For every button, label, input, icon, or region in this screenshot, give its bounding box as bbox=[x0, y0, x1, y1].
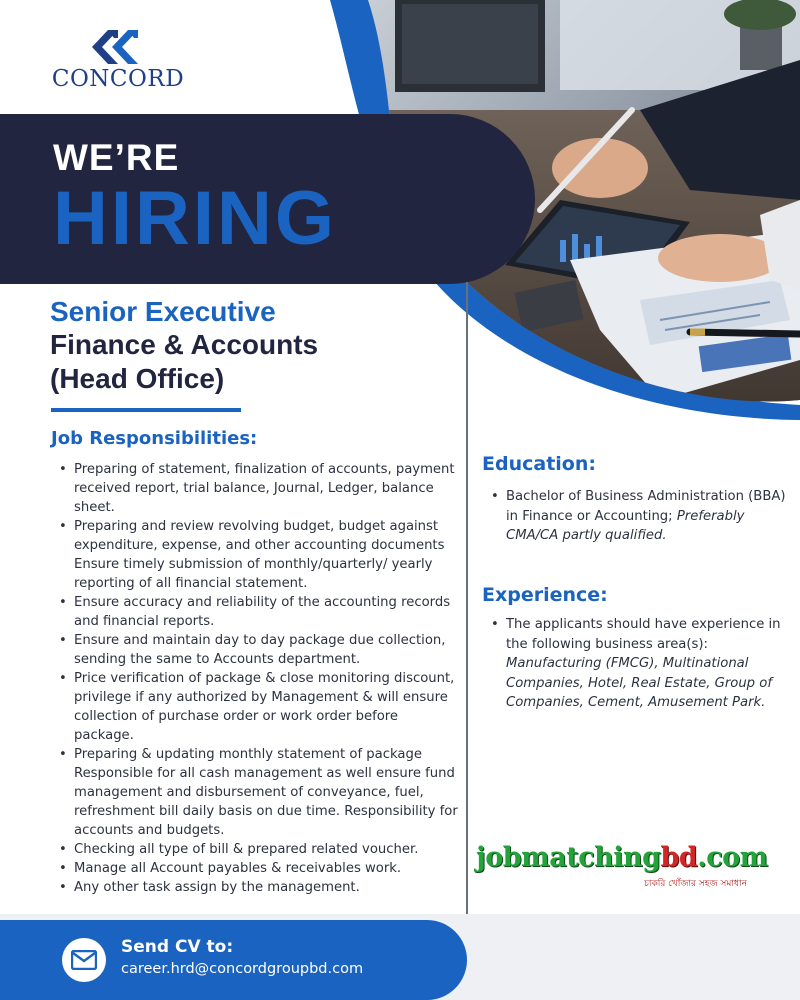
responsibilities-list bbox=[56, 460, 461, 897]
list-item: • Price verification of package & close monitoring discount, privilege if any authorized by Management & will ensure collection of purchase order or work order before package. bbox=[56, 669, 461, 745]
experience-areas: Manufacturing (FMCG), Multinational Companies, Hotel, Real Estate, Group of Companies, Cement, Amusement Park. bbox=[506, 656, 772, 710]
list-item bbox=[488, 615, 788, 713]
job-title-line1: Senior Executive bbox=[50, 296, 276, 327]
experience-text: The applicants should have experience in the following business area(s): bbox=[506, 617, 781, 652]
list-item: • Manage all Account payables & receivables work. bbox=[56, 859, 461, 878]
list-item: • Ensure and maintain day to day package due collection, sending the same to Accounts department. bbox=[56, 631, 461, 669]
job-title-line2: Finance & Accounts bbox=[50, 329, 319, 360]
concord-logo bbox=[48, 30, 188, 90]
list-item: • Preparing and review revolving budget, budget against expenditure, expense, and other accounting documents Ensure timely submission of monthly/quarterly/ yearly reporting of all financial statement. bbox=[56, 517, 461, 593]
watermark-part2: bd bbox=[660, 842, 698, 873]
envelope-icon bbox=[71, 950, 97, 970]
watermark-tagline: চাকরি খোঁজার সহজ সমাধান bbox=[644, 879, 747, 889]
experience-heading: Experience: bbox=[482, 584, 608, 606]
responsibilities-heading: Job Responsibilities: bbox=[51, 428, 258, 449]
watermark-part1: jobmatching bbox=[476, 842, 661, 873]
banner-line-were: WE’RE bbox=[53, 137, 180, 178]
list-item: • Preparing & updating monthly statement of package Responsible for all cash management as well ensure fund management and disbursement of conveyance, fuel, refreshment bill daily basis on due time. Responsibility for accounts and budgets. bbox=[56, 745, 461, 840]
list-item: • Ensure accuracy and reliability of the accounting records and financial reports. bbox=[56, 593, 461, 631]
send-cv-label: Send CV to: bbox=[121, 937, 234, 957]
education-text: Bachelor of Business Administration (BBA) in Finance or Accounting; bbox=[506, 489, 786, 524]
education-heading: Education: bbox=[482, 453, 596, 475]
experience-list bbox=[488, 615, 788, 713]
watermark-logo bbox=[476, 842, 768, 873]
brand-name: CONCORD bbox=[51, 66, 185, 92]
list-item bbox=[488, 487, 788, 546]
list-item: • Any other task assign by the management. bbox=[56, 878, 461, 897]
jobmatchingbd-watermark bbox=[476, 842, 788, 892]
concord-logo-icon bbox=[88, 30, 148, 64]
column-divider bbox=[466, 282, 468, 920]
mail-icon bbox=[62, 938, 106, 982]
list-item: • Checking all type of bill & prepared related voucher. bbox=[56, 840, 461, 859]
education-list bbox=[488, 487, 788, 546]
list-item: • Preparing of statement, finalization of accounts, payment received report, trial balance, Journal, Ledger, balance sheet. bbox=[56, 460, 461, 517]
education-preference: Preferably CMA/CA partly qualified. bbox=[506, 508, 745, 543]
job-title-line3: (Head Office) bbox=[50, 363, 225, 394]
send-cv-email[interactable]: career.hrd@concordgroupbd.com bbox=[121, 961, 364, 977]
watermark-part3: .com bbox=[697, 842, 768, 873]
title-underline bbox=[51, 408, 241, 412]
banner-line-hiring: HIRING bbox=[53, 176, 337, 261]
